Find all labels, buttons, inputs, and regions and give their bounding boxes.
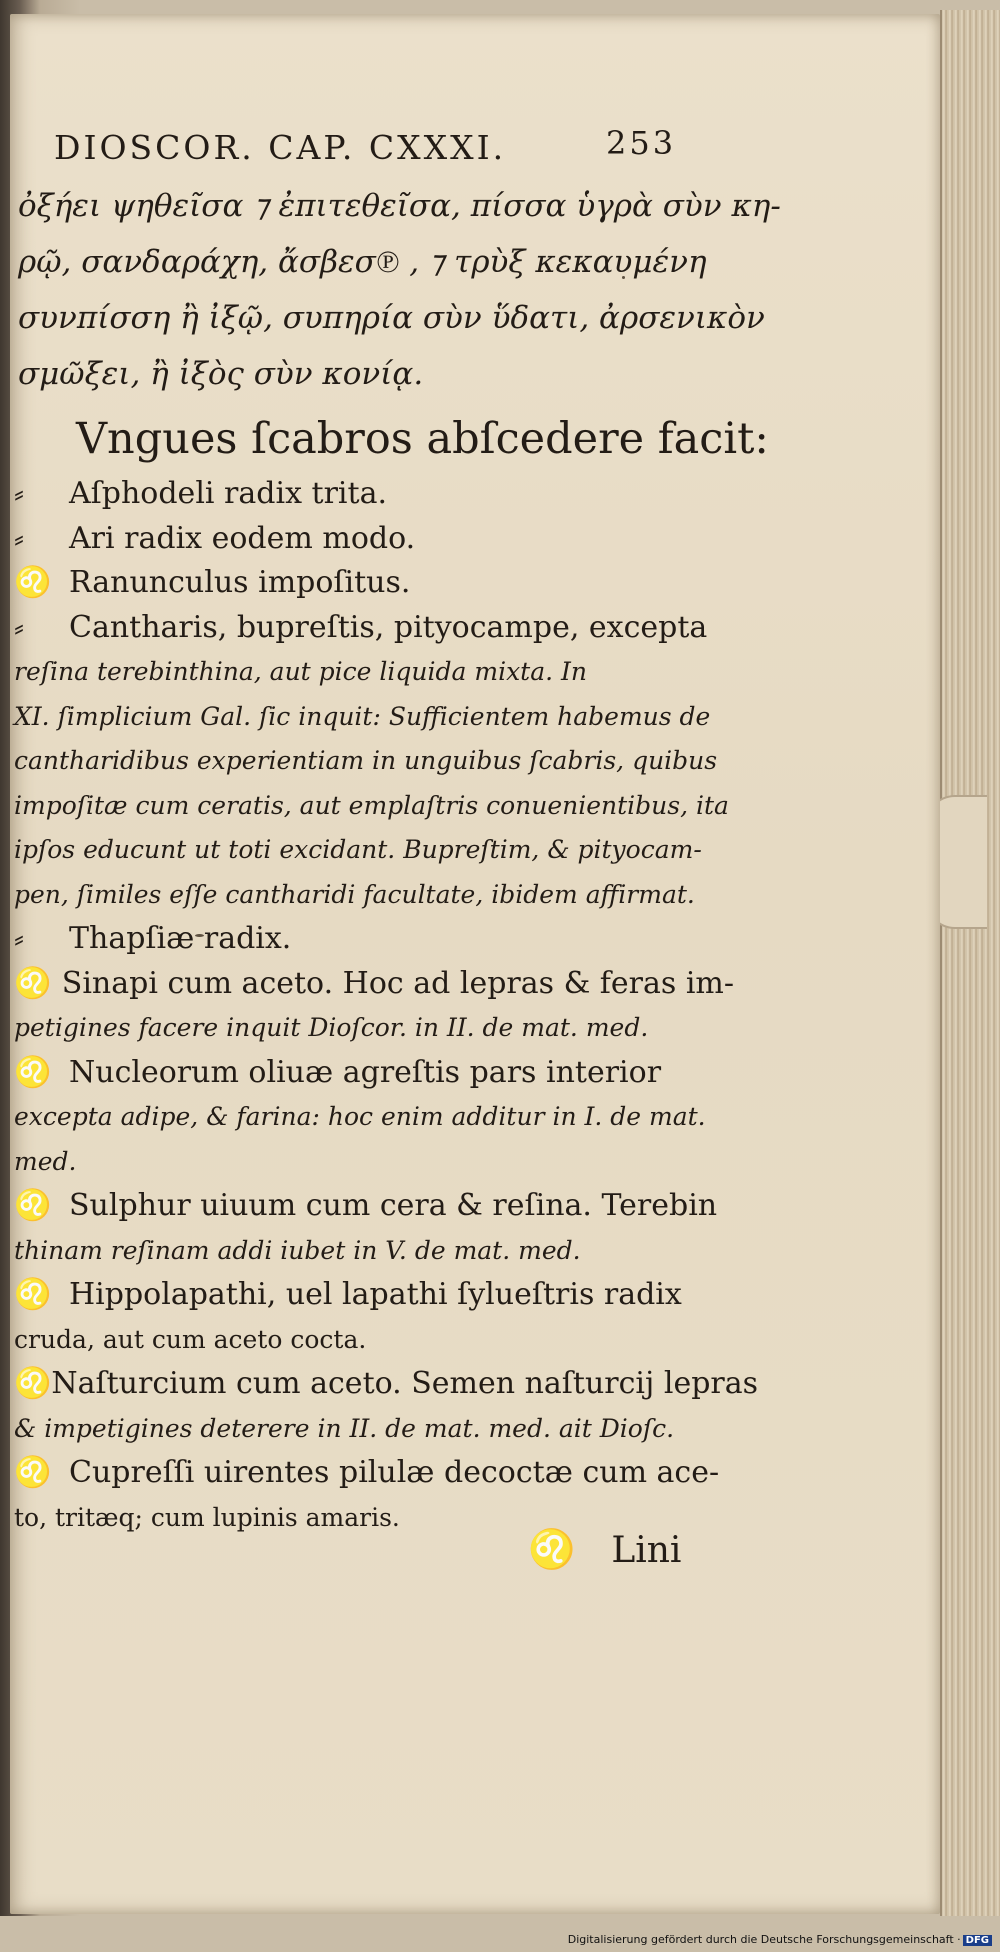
remedy-line (14, 561, 734, 606)
remedy-line (14, 917, 734, 962)
grade-mark-icon: ⸗ (14, 921, 24, 956)
commentary-line (14, 1318, 734, 1363)
grade-mark-icon: ♌ (14, 1188, 52, 1223)
commentary-line (14, 739, 734, 784)
line-text: Ari radix eodem modo. (69, 520, 416, 556)
line-text: XI. ſimplicium Gal. ſic inquit: Sufficientem habemus de (14, 701, 711, 731)
running-head (54, 124, 677, 178)
commentary-line (14, 1140, 734, 1185)
line-text: med. (14, 1146, 77, 1176)
commentary-line (14, 1006, 734, 1051)
greek-line: συνπίσση ἢ ἰξῷ, συπηρία σὺν ὕδατι, ἀρσενικὸν (18, 300, 765, 336)
commentary-line (14, 873, 734, 918)
remedy-line (14, 962, 734, 1007)
grade-mark-icon: ⸗ (14, 520, 24, 556)
commentary-line (14, 828, 734, 873)
digitization-note (568, 1933, 992, 1946)
grade-mark-icon: ♌ (14, 1366, 52, 1401)
remedy-list (14, 472, 759, 1540)
line-text: Hippolapathi, uel lapathi ſylueſtris radix (69, 1277, 682, 1312)
line-text: to, tritæq; cum lupinis amaris. (14, 1502, 400, 1532)
line-text: impoſitæ cum ceratis, aut emplaſtris conuenientibus, ita (14, 790, 729, 820)
greek-line: ρῷ, σανδαράχη, ἄσβεσ℗ , ⁊ τρὺξ κεκαυμένη (18, 244, 707, 280)
line-text: Nucleorum oliuæ agreſtis pars interior (69, 1054, 662, 1090)
grade-mark-icon: ♌ (14, 565, 52, 600)
remedy-line (14, 1184, 734, 1229)
grade-mark-icon: ♌ (14, 1054, 52, 1090)
remedy-line (14, 1362, 759, 1407)
grade-mark-icon: ♌ (14, 1277, 52, 1312)
greek-text-block (18, 178, 781, 402)
line-text: Naſturcium cum aceto. Semen naſturcij lepras (51, 1366, 759, 1401)
greek-line: σμῶξει, ἢ ἰξὸς σὺν κονίᾳ. (18, 356, 424, 392)
line-text: Aſphodeli radix trita. (69, 476, 387, 511)
line-text: pen, ſimiles eſſe cantharidi facultate, ibidem affirmat. (14, 879, 695, 909)
line-text: petigines facere inquit Dioſcor. in II. de mat. med. (14, 1013, 649, 1042)
page-number: 253 (606, 124, 677, 162)
line-text: Cantharis, bupreſtis, pityocampe, excepta (69, 609, 708, 645)
line-text: thinam reſinam addi iubet in V. de mat. med. (14, 1235, 581, 1265)
commentary-line (14, 650, 734, 695)
remedy-line (14, 606, 734, 651)
section-heading: Vngues ſcabros abſcedere facit: (76, 414, 769, 464)
running-head-title: DIOSCOR. CAP. CXXXI. (54, 128, 507, 167)
remedy-line (14, 1051, 734, 1096)
line-text: cantharidibus experientiam in unguibus ſcabris, quibus (14, 746, 718, 775)
commentary-line (14, 1407, 734, 1452)
remedy-line (14, 1273, 734, 1318)
grade-mark-icon: ♌ (528, 1527, 576, 1571)
line-text: Cupreſſi uirentes pilulæ decoctæ cum ace- (69, 1455, 720, 1490)
grade-mark-icon: ♌ (14, 965, 52, 1001)
catchword (528, 1527, 681, 1572)
remedy-line (14, 472, 734, 517)
remedy-line (14, 1451, 734, 1496)
grade-mark-icon: ⸗ (14, 609, 24, 645)
commentary-line (14, 784, 734, 829)
line-text: cruda, aut cum aceto cocta. (14, 1324, 367, 1354)
grade-mark-icon: ⸗ (14, 476, 24, 511)
dfg-logo: DFG (963, 1935, 992, 1946)
catchword-text: Lini (611, 1530, 682, 1571)
commentary-line (14, 695, 734, 740)
line-text: ipſos educunt ut toti excidant. Bupreſtim, & pityocam- (14, 835, 702, 864)
line-text: excepta adipe, & farina: hoc enim additur in I. de mat. (14, 1102, 706, 1131)
digitization-note-text: Digitalisierung gefördert durch die Deutsche Forschungsgemeinschaft · (567, 1933, 961, 1946)
line-text: Sinapi cum aceto. Hoc ad lepras & feras im- (61, 965, 734, 1001)
line-text: reſina terebinthina, aut pice liquida mixta. In (14, 657, 587, 686)
line-text: Thapſiæ radix. (69, 921, 292, 956)
line-text: & impetigines deterere in II. de mat. med. ait Dioſc. (14, 1413, 675, 1443)
greek-line: ὀξήει ψηθεῖσα ⁊ ἐπιτεθεῖσα, πίσσα ὑγρὰ σὺν κη- (18, 188, 781, 224)
remedy-line (14, 517, 734, 562)
commentary-line (14, 1229, 734, 1274)
grade-mark-icon: ♌ (14, 1455, 52, 1490)
line-text: Sulphur uiuum cum cera & reſina. Terebin (69, 1188, 718, 1223)
line-text: Ranunculus impoſitus. (69, 565, 411, 600)
book-page-edges (940, 10, 1000, 1920)
commentary-line (14, 1095, 734, 1140)
